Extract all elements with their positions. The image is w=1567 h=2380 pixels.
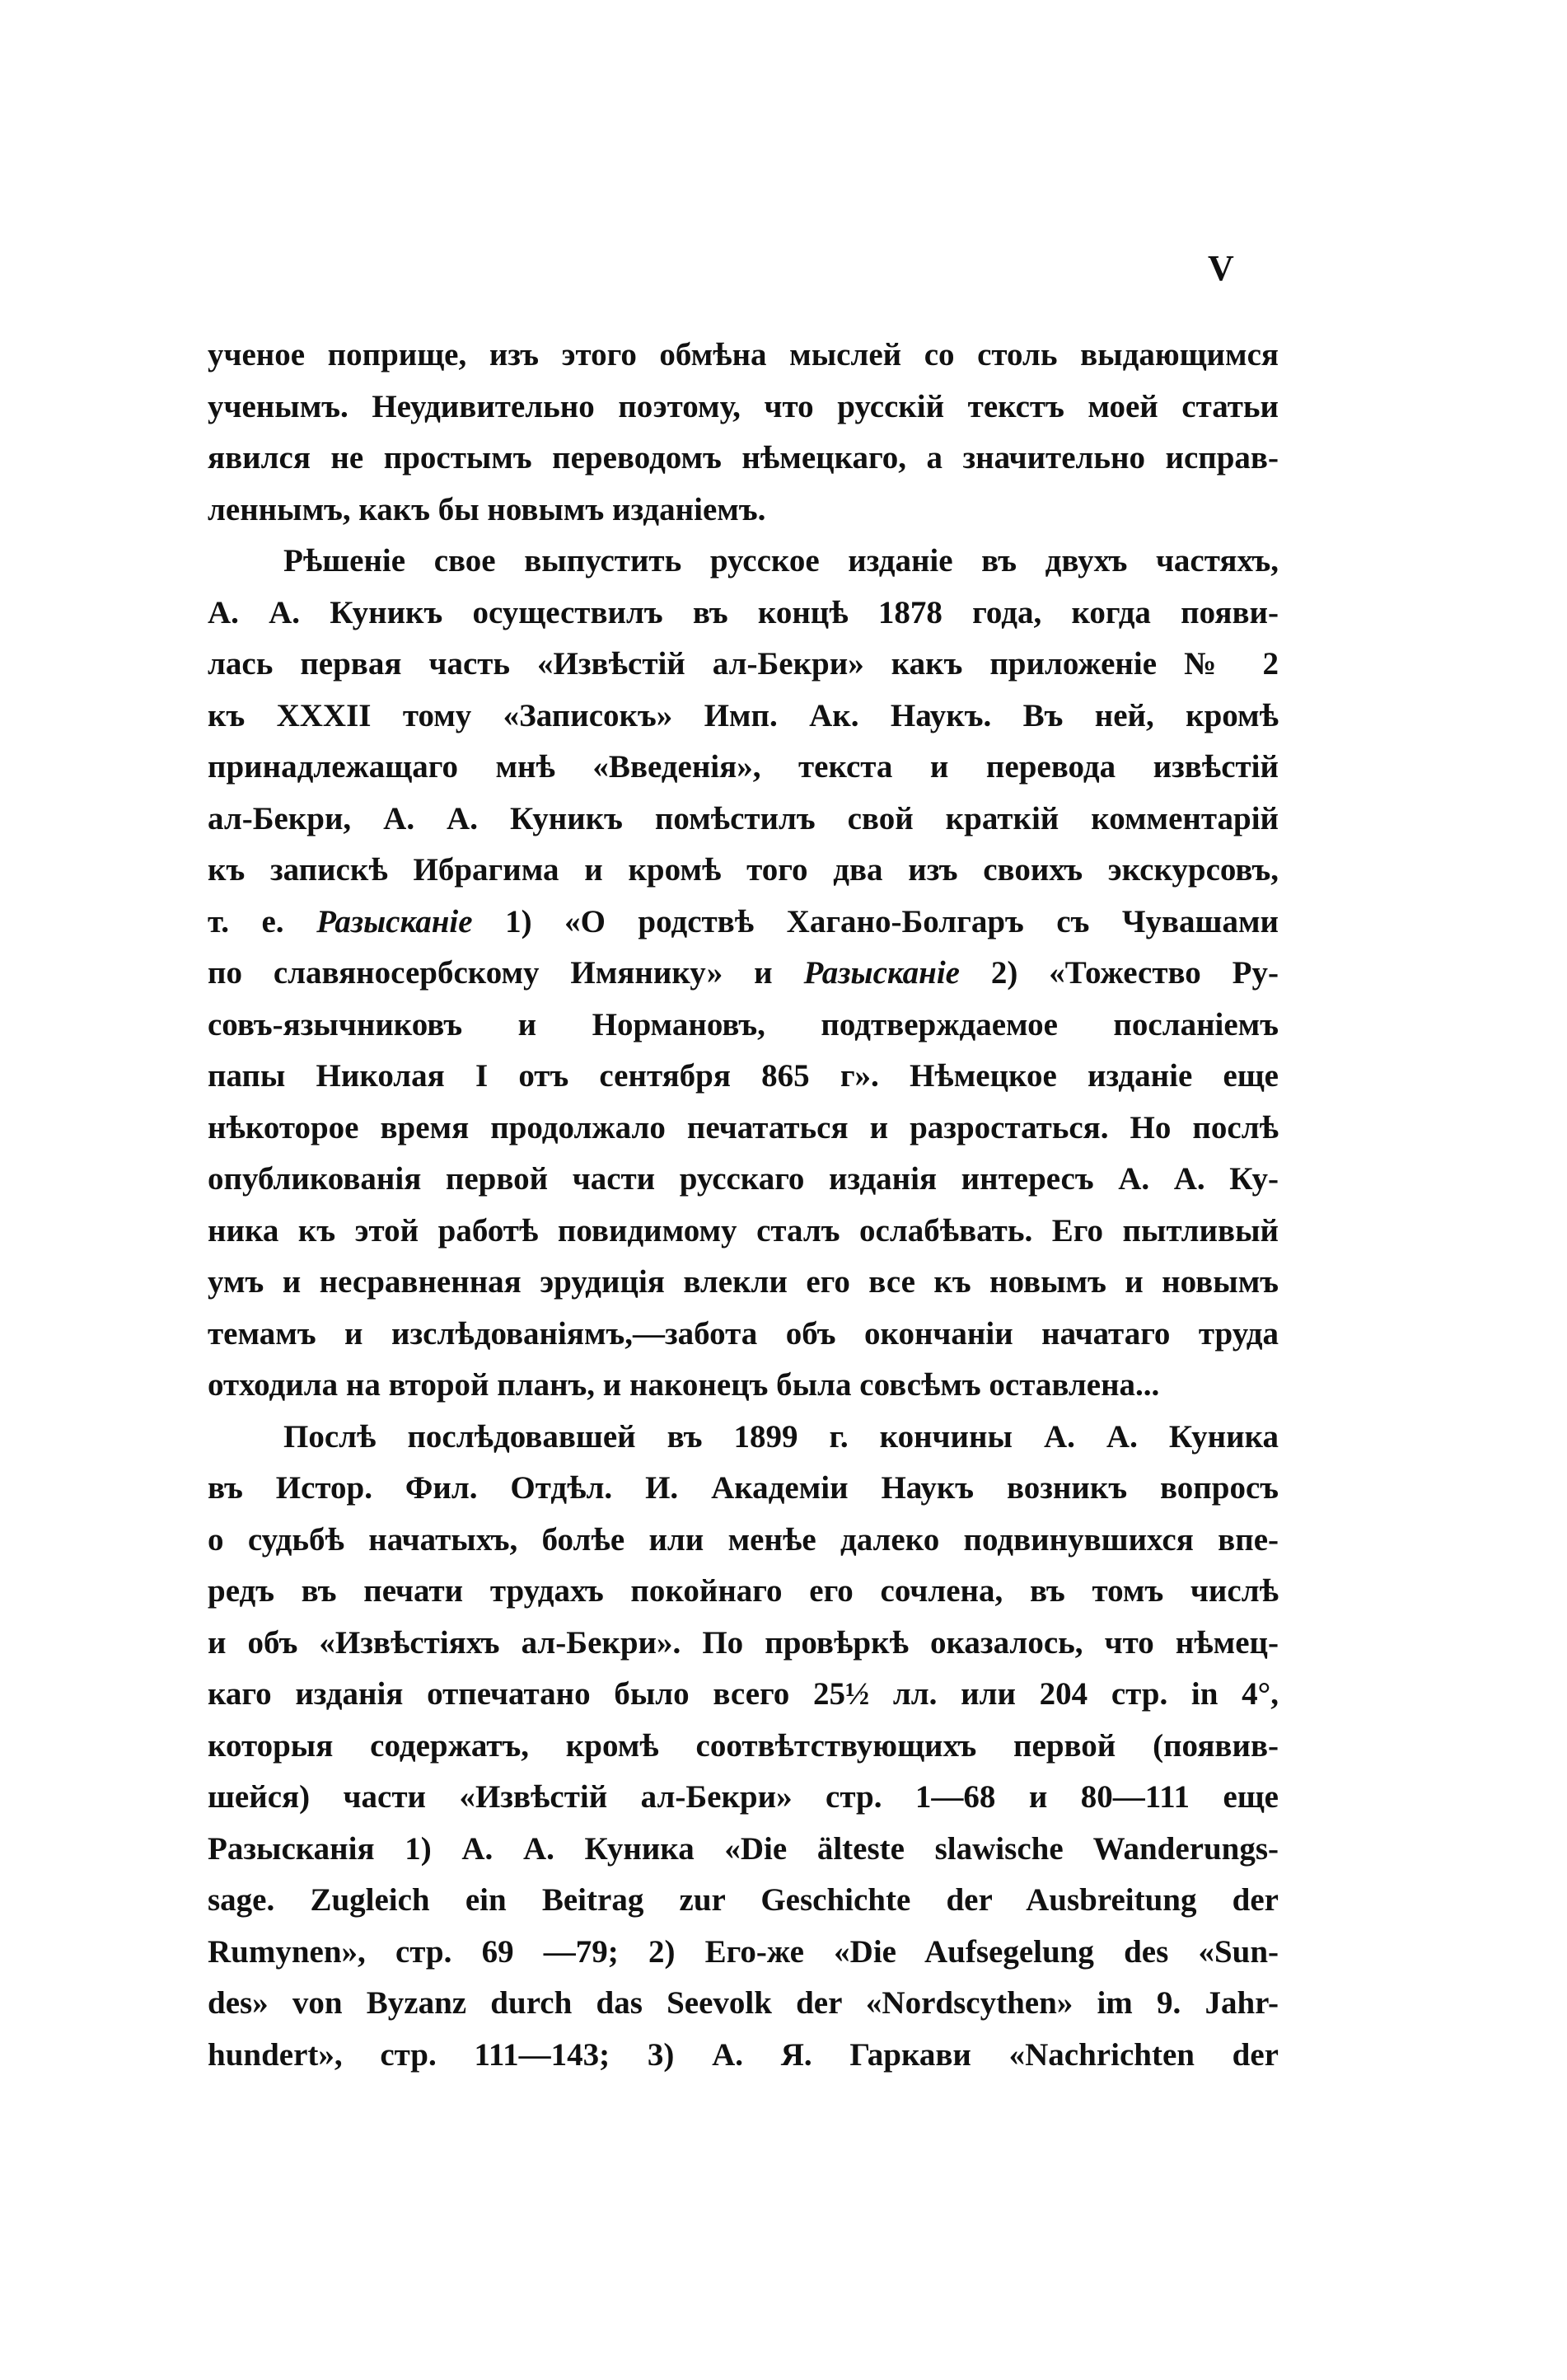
text-line <box>208 1669 1279 1721</box>
text-span: которыя содержатъ, кромѣ соотвѣтствующихъ первой (появив- <box>208 1727 1279 1764</box>
text-line <box>208 330 1279 382</box>
text-line <box>208 1927 1279 1979</box>
text-line <box>208 1721 1279 1773</box>
text-line <box>208 1824 1279 1876</box>
text-span: 1) «О родствѣ Хагано-Болгаръ съ Чувашами <box>472 903 1279 939</box>
text-line <box>208 1000 1279 1052</box>
text-span: 2) «Тожество Ру- <box>959 955 1279 991</box>
text-line <box>208 948 1279 1000</box>
text-span: Rumynen», стр. 69 —79; 2) Его-же «Die Aufsegelung des «Sun- <box>208 1933 1279 1970</box>
italic-text: Разысканіе <box>316 903 473 939</box>
text-line <box>208 1412 1279 1464</box>
text-span: отходила на второй планъ, и наконецъ была совсѣмъ оставлена... <box>208 1367 1160 1403</box>
text-span: темамъ и изслѣдованіямъ,—забота объ окончаніи начатаго труда <box>208 1315 1279 1352</box>
text-span: умъ и несравненная эрудиція влекли его все къ новымъ и новымъ <box>208 1264 1279 1300</box>
text-line <box>208 485 1279 536</box>
text-span: ника къ этой работѣ повидимому сталъ ослабѣвать. Его пытливый <box>208 1212 1279 1249</box>
text-span: къ запискѣ Ибрагима и кромѣ того два изъ своихъ экскурсовъ, <box>208 852 1279 888</box>
text-line <box>208 588 1279 640</box>
text-line <box>208 1566 1279 1618</box>
text-span: редъ въ печати трудахъ покойнаго его сочлена, въ томъ числѣ <box>208 1573 1279 1609</box>
italic-text: Разысканіе <box>803 955 960 991</box>
text-span: А. А. Куникъ осуществилъ въ концѣ 1878 года, когда появи- <box>208 594 1279 630</box>
text-line <box>208 1875 1279 1927</box>
text-span: принадлежащаго мнѣ «Введенія», текста и перевода извѣстій <box>208 749 1279 785</box>
text-line <box>208 897 1279 949</box>
text-span: нѣкоторое время продолжало печататься и разростаться. Но послѣ <box>208 1109 1279 1145</box>
text-span: Послѣ послѣдовавшей въ 1899 г. кончины А. А. Куника <box>283 1418 1279 1455</box>
paragraph <box>208 536 1279 1412</box>
text-line <box>208 1257 1279 1309</box>
text-span: шейся) части «Извѣстій ал-Бекри» стр. 1—68 и 80—111 еще <box>208 1779 1279 1815</box>
text-line <box>208 1051 1279 1103</box>
text-line <box>208 1463 1279 1515</box>
text-line <box>208 742 1279 794</box>
text-line <box>208 691 1279 743</box>
text-span: лась первая часть «Извѣстій ал-Бекри» какъ приложеніе № 2 <box>208 646 1279 682</box>
text-span: Разысканія 1) А. А. Куника «Die älteste slawische Wanderungs- <box>208 1830 1279 1867</box>
text-span: sage. Zugleich ein Beitrag zur Geschichte der Ausbreitung der <box>208 1882 1279 1918</box>
text-line <box>208 1772 1279 1824</box>
paragraph <box>208 1412 1279 2082</box>
text-span: опубликованія первой части русскаго изданія интересъ А. А. Ку- <box>208 1161 1279 1197</box>
text-span: ал-Бекри, А. А. Куникъ помѣстилъ свой краткій комментарій <box>208 800 1279 836</box>
paragraph <box>208 330 1279 536</box>
page-number: V <box>1208 248 1234 288</box>
text-line <box>208 1978 1279 2030</box>
text-span: ученымъ. Неудивительно поэтому, что русскій текстъ моей статьи <box>208 388 1279 424</box>
text-span: каго изданія отпечатано было всего 25½ лл. или 204 стр. in 4°, <box>208 1676 1279 1712</box>
text-span: по славяносербскому Имянику» и <box>208 955 804 991</box>
text-line <box>208 1154 1279 1206</box>
text-span: des» von Byzanz durch das Seevolk der «Nordscythen» im 9. Jahr- <box>208 1985 1279 2021</box>
text-span: папы Николая I отъ сентября 865 г». Нѣмецкое изданіе еще <box>208 1058 1279 1094</box>
text-line <box>208 2030 1279 2082</box>
text-span: къ XXXII тому «Записокъ» Имп. Ак. Наукъ. Въ ней, кромѣ <box>208 697 1279 733</box>
text-span: Рѣшеніе свое выпустить русское изданіе въ двухъ частяхъ, <box>283 543 1279 579</box>
text-line <box>208 1103 1279 1155</box>
text-line <box>208 1618 1279 1670</box>
text-span: hundert», стр. 111—143; 3) А. Я. Гаркави «Nachrichten der <box>208 2036 1279 2073</box>
text-span: явился не простымъ переводомъ нѣмецкаго, а значительно исправ- <box>208 440 1279 476</box>
text-span: леннымъ, какъ бы новымъ изданіемъ. <box>208 491 766 527</box>
text-line <box>208 794 1279 846</box>
text-span: т. е. <box>208 903 317 939</box>
text-line <box>208 382 1279 433</box>
text-span: въ Истор. Фил. Отдѣл. И. Академіи Наукъ возникъ вопросъ <box>208 1470 1279 1506</box>
text-line <box>208 536 1279 588</box>
text-line <box>208 433 1279 485</box>
text-span: о судьбѣ начатыхъ, болѣе или менѣе далеко подвинувшихся впе- <box>208 1521 1279 1558</box>
text-span: и объ «Извѣстіяхъ ал-Бекри». По провѣркѣ оказалось, что нѣмец- <box>208 1624 1279 1661</box>
text-span: ученое поприще, изъ этого обмѣна мыслей со столь выдающимся <box>208 337 1279 372</box>
text-line <box>208 1206 1279 1258</box>
text-line <box>208 1515 1279 1567</box>
text-line <box>208 1360 1279 1412</box>
body-text <box>208 330 1279 2081</box>
text-line <box>208 1309 1279 1361</box>
text-line <box>208 845 1279 897</box>
text-span: совъ-язычниковъ и Нормановъ, подтверждаемое посланіемъ <box>208 1006 1279 1042</box>
text-line <box>208 639 1279 691</box>
